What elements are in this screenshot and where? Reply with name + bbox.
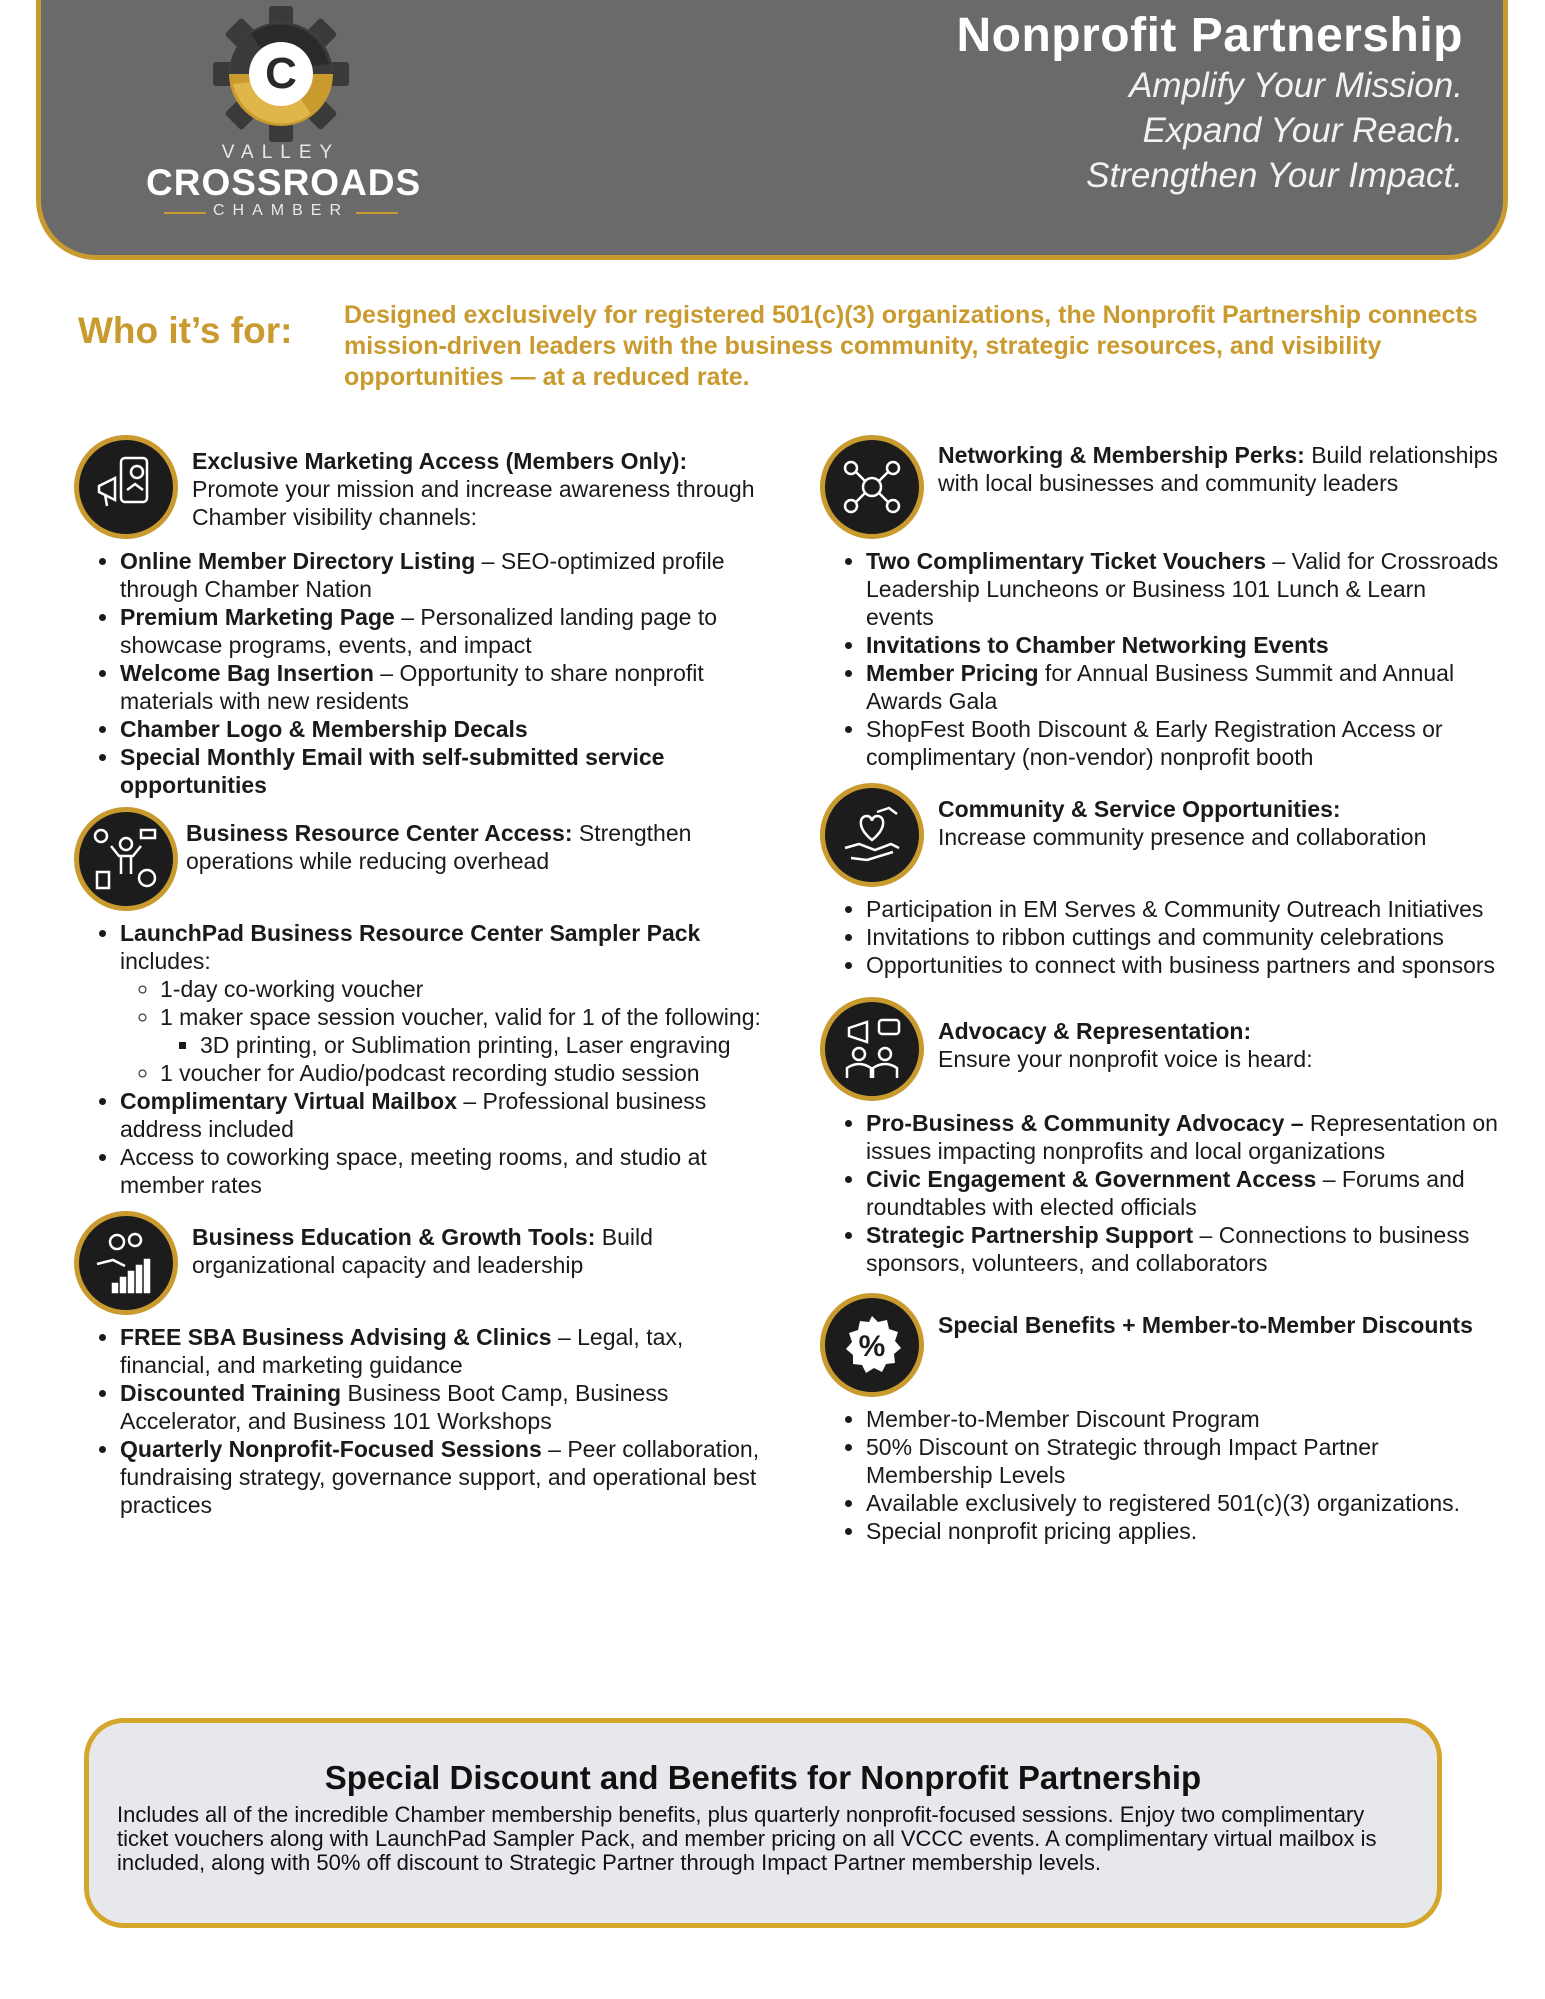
- summary-title: Special Discount and Benefits for Nonprofit Partnership: [324, 1759, 1202, 1796]
- networking-people-icon: [820, 435, 924, 539]
- list-item: • Discounted Training Business Boot Camp, Business Accelerator, and Business 101 Workshops: [120, 1379, 764, 1435]
- list-item: • Pro-Business & Community Advocacy – Representation on issues impacting nonprofits and local organizations: [866, 1109, 1500, 1165]
- tagline-3: Strengthen Your Impact.: [1086, 156, 1463, 195]
- list-item: • Member Pricing for Annual Business Summit and Annual Awards Gala: [866, 659, 1500, 715]
- resource-list: [74, 919, 764, 1199]
- networking-desc: Build relationships with local businesses and community leaders: [938, 442, 1498, 496]
- left-column: [74, 435, 764, 1519]
- list-item: • Complimentary Virtual Mailbox – Professional business address included: [120, 1087, 764, 1143]
- education-title: Business Education & Growth Tools:: [192, 1224, 596, 1250]
- list-item: • 50% Discount on Strategic through Impact Partner Membership Levels: [866, 1433, 1500, 1489]
- community-desc: Increase community presence and collaboration: [938, 824, 1427, 850]
- header-banner: [36, 0, 1508, 260]
- sub-list-item: ◦ 1-day co-working voucher: [160, 975, 764, 1003]
- list-item: • Member-to-Member Discount Program: [866, 1405, 1500, 1433]
- networking-list: [820, 547, 1500, 771]
- summary-text: Includes all of the incredible Chamber membership benefits, plus quarterly nonprofit-focused sessions. Enjoy two complimentary ticket vouchers along with LaunchPad Sampler Pack, and member pricing on all VCCC events. A complimentary virtual mailbox is included, along with 50% off discount to Strategic Partner through Impact Partner membership levels.: [117, 1802, 1377, 1875]
- who-label: Who it’s for:: [78, 310, 293, 351]
- marketing-megaphone-icon: [74, 435, 178, 539]
- resource-desc: Strengthen operations while reducing overhead: [186, 820, 692, 874]
- special-list: [820, 1405, 1500, 1545]
- list-item: • Participation in EM Serves & Community Outreach Initiatives: [866, 895, 1500, 923]
- advocacy-megaphone-group-icon: [820, 997, 924, 1101]
- list-item: • Quarterly Nonprofit-Focused Sessions – Peer collaboration, fundraising strategy, governance support, and operational best practices: [120, 1435, 764, 1519]
- list-item: • Chamber Logo & Membership Decals: [120, 715, 764, 743]
- advocacy-desc: Ensure your nonprofit voice is heard:: [938, 1046, 1313, 1072]
- section-advocacy: [820, 997, 1500, 1277]
- logo-valley-text: VALLEY: [221, 142, 341, 163]
- list-item: • Welcome Bag Insertion – Opportunity to share nonprofit materials with new residents: [120, 659, 764, 715]
- education-desc: Build organizational capacity and leadership: [192, 1224, 653, 1278]
- special-title: Special Benefits + Member-to-Member Discounts: [938, 1312, 1473, 1338]
- svg-text:%: %: [858, 1330, 886, 1363]
- list-item: • Available exclusively to registered 501(c)(3) organizations.: [866, 1489, 1500, 1517]
- right-column: [820, 435, 1500, 1545]
- list-item: • Special Monthly Email with self-submitted service opportunities: [120, 743, 764, 799]
- list-item: • Premium Marketing Page – Personalized landing page to showcase programs, events, and impact: [120, 603, 764, 659]
- advocacy-title: Advocacy & Representation:: [938, 1018, 1252, 1044]
- education-list: [74, 1323, 764, 1519]
- logo-rule-right: [356, 212, 398, 214]
- community-list: [820, 895, 1500, 979]
- list-item: • Online Member Directory Listing – SEO-optimized profile through Chamber Nation: [120, 547, 764, 603]
- chamber-logo: [146, 6, 422, 219]
- growth-chart-icon: [74, 1211, 178, 1315]
- marketing-desc: Promote your mission and increase awareness through Chamber visibility channels:: [192, 476, 755, 530]
- gear-c-logo-icon: [146, 6, 416, 146]
- list-item: • LaunchPad Business Resource Center Sampler Pack includes: ◦ 1-day co-working voucher ◦ 1 maker space session voucher, valid for 1 of the following: ▪ 3D printing, or Sublimation printing, Laser engraving ◦ 1 voucher for Audio/podcast recording studio session: [120, 919, 764, 1087]
- section-networking: [820, 435, 1500, 771]
- sub-list-item: ◦ 1 maker space session voucher, valid for 1 of the following: ▪ 3D printing, or Sublimation printing, Laser engraving: [160, 1003, 764, 1059]
- heart-hands-icon: [820, 783, 924, 887]
- page-title: Nonprofit Partnership: [956, 9, 1463, 62]
- list-item: • Invitations to Chamber Networking Events: [866, 631, 1500, 659]
- advocacy-list: [820, 1109, 1500, 1277]
- marketing-list: [74, 547, 764, 799]
- list-item: • FREE SBA Business Advising & Clinics – Legal, tax, financial, and marketing guidance: [120, 1323, 764, 1379]
- header-title-block: [763, 8, 1463, 198]
- summary-panel: [84, 1718, 1442, 1928]
- community-title: Community & Service Opportunities:: [938, 796, 1341, 822]
- tagline-1: Amplify Your Mission.: [1129, 66, 1463, 105]
- list-item: • Civic Engagement & Government Access – Forums and roundtables with elected officials: [866, 1165, 1500, 1221]
- list-item: • Invitations to ribbon cuttings and community celebrations: [866, 923, 1500, 951]
- section-resource-center: [74, 807, 764, 1199]
- networking-title: Networking & Membership Perks:: [938, 442, 1305, 468]
- list-item: • Opportunities to connect with business partners and sponsors: [866, 951, 1500, 979]
- marketing-title: Exclusive Marketing Access (Members Only):: [192, 448, 688, 474]
- section-marketing: [74, 435, 764, 799]
- who-description: Designed exclusively for registered 501(c)(3) organizations, the Nonprofit Partnership connects mission-driven leaders with the business community, strategic resources, and visibility opportunities — at a reduced rate.: [344, 301, 1478, 391]
- tagline-2: Expand Your Reach.: [1142, 111, 1463, 150]
- svg-text:C: C: [265, 49, 297, 98]
- sub-list-item: ◦ 1 voucher for Audio/podcast recording studio session: [160, 1059, 764, 1087]
- section-education: [74, 1211, 764, 1519]
- list-item: • ShopFest Booth Discount & Early Registration Access or complimentary (non-vendor) nonprofit booth: [866, 715, 1500, 771]
- list-item: • Strategic Partnership Support – Connections to business sponsors, volunteers, and collaborators: [866, 1221, 1500, 1277]
- list-item: • Access to coworking space, meeting rooms, and studio at member rates: [120, 1143, 764, 1199]
- resource-title: Business Resource Center Access:: [186, 820, 573, 846]
- logo-crossroads-text: CROSSROADS: [146, 162, 422, 203]
- logo-chamber-text: CHAMBER: [212, 202, 349, 219]
- list-item: • Special nonprofit pricing applies.: [866, 1517, 1500, 1545]
- section-special-benefits: [820, 1293, 1500, 1545]
- resource-center-person-icon: [74, 807, 178, 911]
- percent-badge-icon: [820, 1293, 924, 1397]
- section-community: [820, 783, 1500, 979]
- sub-sub-list-item: ▪ 3D printing, or Sublimation printing, Laser engraving: [200, 1031, 764, 1059]
- list-item: • Two Complimentary Ticket Vouchers – Valid for Crossroads Leadership Luncheons or Business 101 Lunch & Learn events: [866, 547, 1500, 631]
